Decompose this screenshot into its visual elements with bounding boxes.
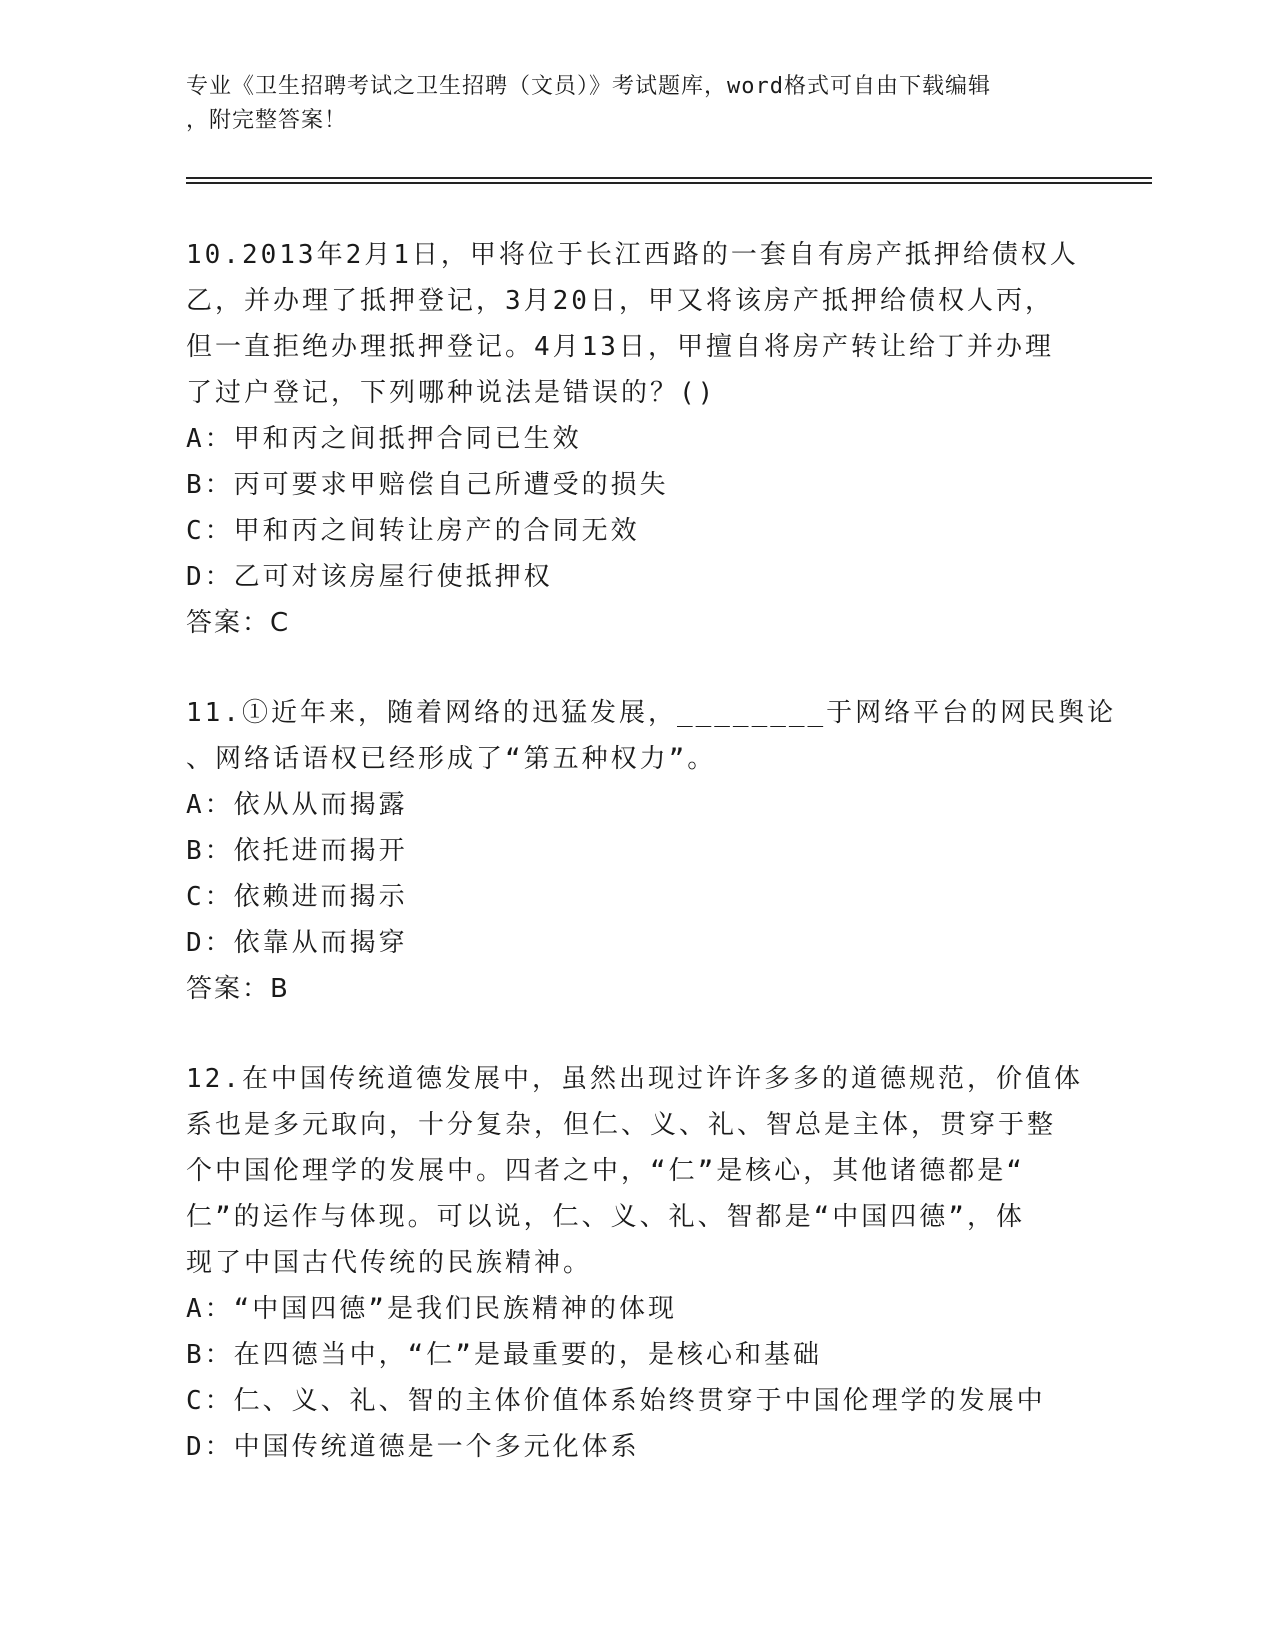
option-c: C：甲和丙之间转让房产的合同无效: [186, 516, 640, 546]
question-text-line: 但一直拒绝办理抵押登记。4月13日，甲擅自将房产转让给丁并办理: [186, 332, 1054, 362]
question-text-line: 系也是多元取向，十分复杂，但仁、义、礼、智总是主体，贯穿于整: [186, 1110, 1057, 1140]
header-line: ，附完整答案！: [186, 108, 348, 133]
option-d: D：乙可对该房屋行使抵押权: [186, 562, 553, 592]
option-d: D：依靠从而揭穿: [186, 928, 408, 958]
question-text-line: 、网络话语权已经形成了“第五种权力”。: [186, 744, 717, 774]
option-c: C：仁、义、礼、智的主体价值体系始终贯穿于中国伦理学的发展中: [186, 1386, 1046, 1416]
question-text-line: 12.在中国传统道德发展中，虽然出现过许许多多的道德规范，价值体: [186, 1064, 1083, 1094]
option-a: A：“中国四德”是我们民族精神的体现: [186, 1294, 677, 1324]
question-text-line: 10.2013年2月1日，甲将位于长江西路的一套自有房产抵押给债权人: [186, 240, 1079, 270]
question-text-line: 乙，并办理了抵押登记，3月20日，甲又将该房产抵押给债权人丙，: [186, 286, 1054, 316]
question-text-line: 11.①近年来，随着网络的迅猛发展，________于网络平台的网民舆论: [186, 698, 1117, 728]
question-text-line: 个中国伦理学的发展中。四者之中，“仁”是核心，其他诸德都是“: [186, 1156, 1025, 1186]
header-divider: [186, 177, 1152, 179]
answer-line: 答案：B: [186, 974, 290, 1004]
document-header: [186, 70, 1086, 138]
option-b: B：在四德当中，“仁”是最重要的，是核心和基础: [186, 1340, 822, 1370]
header-divider: [186, 182, 1152, 184]
question-11: [186, 690, 1117, 1012]
option-c: C：依赖进而揭示: [186, 882, 408, 912]
option-a: A：依从从而揭露: [186, 790, 408, 820]
option-b: B：依托进而揭开: [186, 836, 408, 866]
answer-line: 答案：C: [186, 608, 291, 638]
question-text-line: 仁”的运作与体现。可以说，仁、义、礼、智都是“中国四德”，体: [186, 1202, 1025, 1232]
question-text-line: 了过户登记，下列哪种说法是错误的？(): [186, 378, 717, 408]
question-10: [186, 232, 1086, 646]
question-12: [186, 1056, 1086, 1470]
question-text-line: 现了中国古代传统的民族精神。: [186, 1248, 593, 1278]
option-a: A：甲和丙之间抵押合同已生效: [186, 424, 582, 454]
option-b: B：丙可要求甲赔偿自己所遭受的损失: [186, 470, 669, 500]
header-line: 专业《卫生招聘考试之卫生招聘（文员）》考试题库，word格式可自由下载编辑: [186, 74, 991, 99]
question-list: [186, 232, 1117, 1514]
option-d: D：中国传统道德是一个多元化体系: [186, 1432, 640, 1462]
